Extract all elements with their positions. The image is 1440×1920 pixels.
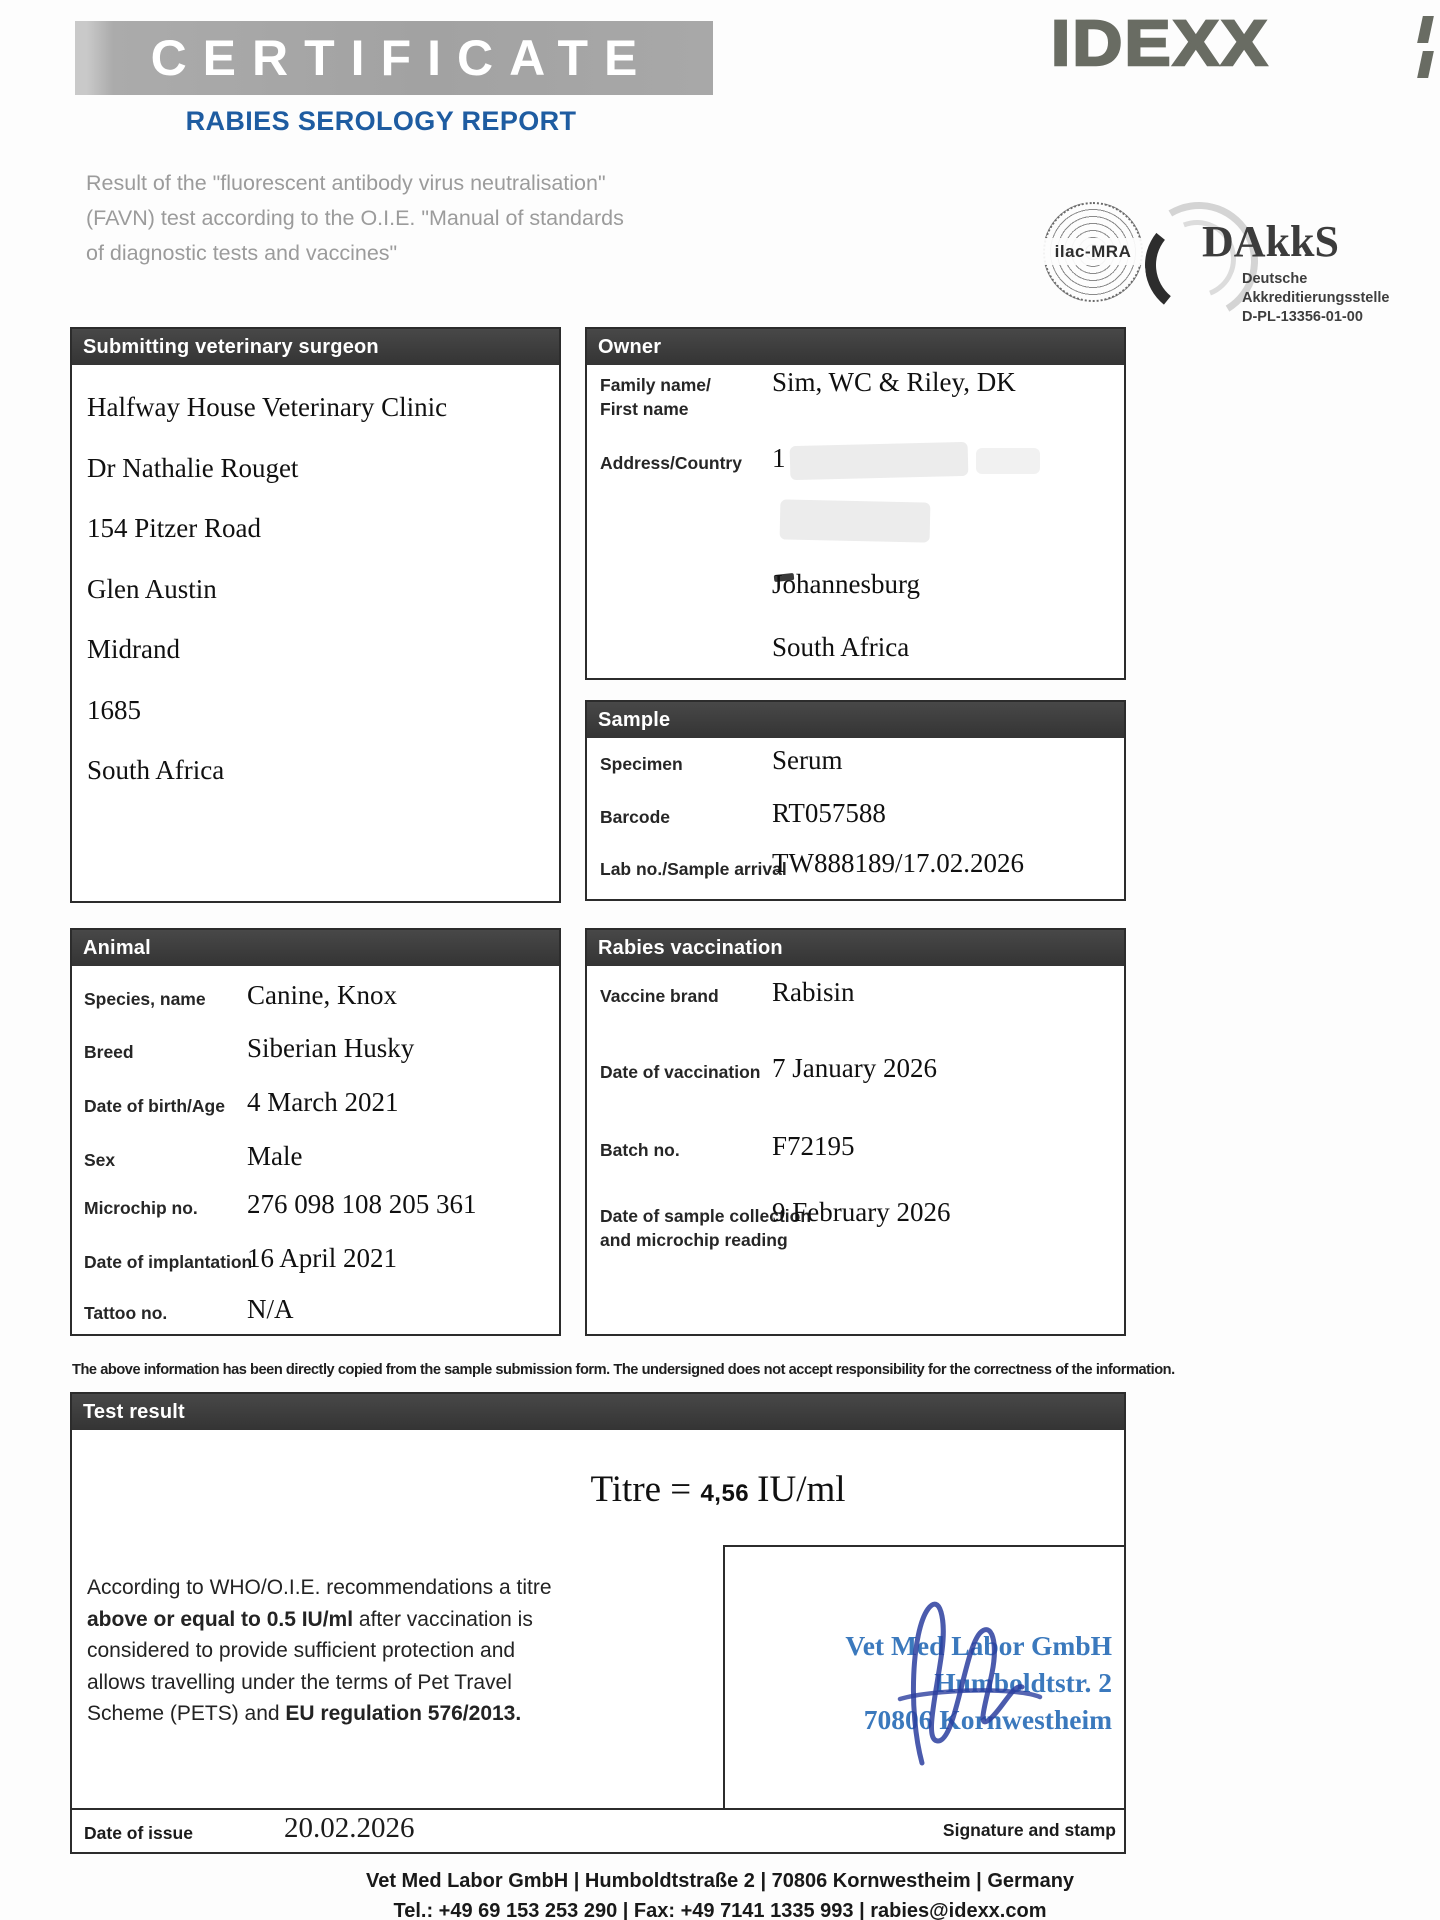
dob-value: 4 March 2021 xyxy=(247,1087,399,1117)
vaccination-date-label: Date of vaccination xyxy=(600,1062,761,1082)
vaccine-brand-label: Vaccine brand xyxy=(600,986,719,1006)
vet-line: Glen Austin xyxy=(87,573,217,604)
labno-label: Lab no./Sample arrival xyxy=(600,859,787,879)
dakks-wordmark: DAkkS xyxy=(1202,217,1339,266)
test-result-box xyxy=(70,1392,1126,1854)
vaccination-box xyxy=(585,928,1126,1336)
vet-line: 1685 xyxy=(87,694,141,725)
intro-paragraph xyxy=(86,166,624,271)
report-subtitle: RABIES SEROLOGY REPORT xyxy=(185,106,577,136)
certificate-title: CERTIFICATE xyxy=(150,30,654,86)
recommendation-paragraph: According to WHO/O.I.E. recommendations a titre above or equal to 0.5 IU/ml after vaccination is considered to provide sufficient protection and allows travelling under the terms of Pet Travel Scheme (PETS) and EU regulation 576/2013. xyxy=(87,1576,552,1725)
implantation-value: 16 April 2021 xyxy=(247,1243,398,1273)
titre-unit: IU/ml xyxy=(757,1469,846,1510)
titre-value: 4,56 xyxy=(700,1480,750,1507)
titre-result xyxy=(192,1468,1244,1511)
test-result-header: Test result xyxy=(72,1394,1124,1430)
microchip-value: 276 098 108 205 361 xyxy=(247,1189,477,1219)
labno-value: TW888189/17.02.2026 xyxy=(772,848,1024,878)
dakks-subtext: Deutsche Akkreditierungsstelle D-PL-13356-01-00 xyxy=(1242,271,1390,325)
species-label: Species, name xyxy=(84,989,206,1009)
footer-contact: Tel.: +49 69 153 253 290 | Fax: +49 7141 1335 993 | rabies@idexx.com xyxy=(393,1900,1047,1920)
barcode-label: Barcode xyxy=(600,807,671,827)
specimen-label: Specimen xyxy=(600,754,683,774)
signature-area xyxy=(723,1545,1124,1808)
vet-line: South Africa xyxy=(87,755,225,785)
implantation-label: Date of implantation xyxy=(84,1252,253,1272)
batch-value: F72195 xyxy=(772,1131,855,1161)
vaccination-header: Rabies vaccination xyxy=(587,930,1124,966)
ilac-mra-label: ilac-MRA xyxy=(1038,238,1148,265)
animal-box xyxy=(70,928,561,1336)
redaction-blob xyxy=(780,499,931,542)
sex-value: Male xyxy=(247,1141,303,1171)
intro-line: of diagnostic tests and vaccines" xyxy=(86,241,398,265)
address-label: Address/Country xyxy=(600,453,742,473)
intro-line: (FAVN) test according to the O.I.E. "Manual of standards xyxy=(86,206,624,230)
date-of-issue-value: 20.02.2026 xyxy=(284,1812,415,1844)
intro-line: Result of the "fluorescent antibody virus neutralisation" xyxy=(86,171,606,195)
vaccine-brand-value: Rabisin xyxy=(772,977,855,1007)
vet-line: Halfway House Veterinary Clinic xyxy=(87,392,448,422)
owner-country: South Africa xyxy=(772,632,910,662)
handwritten-signature xyxy=(894,1591,1044,1771)
breed-value: Siberian Husky xyxy=(247,1033,415,1063)
disclaimer-text: The above information has been directly copied from the sample submission form. The undersigned does not accept responsibility for the correctness of the information. xyxy=(72,1362,1175,1378)
address-redacted-line1: 1 xyxy=(772,443,1040,478)
owner-city: Johannesburg xyxy=(772,569,920,599)
family-name-value: Sim, WC & Riley, DK xyxy=(772,367,1016,397)
redaction-blob xyxy=(976,448,1040,474)
microchip-label: Microchip no. xyxy=(84,1198,198,1218)
lab-footer xyxy=(0,1866,1440,1920)
animal-header: Animal xyxy=(72,930,559,966)
ilac-mra-seal xyxy=(1043,202,1143,302)
redaction-blob xyxy=(789,442,968,480)
date-row-divider xyxy=(72,1808,1124,1810)
breed-label: Breed xyxy=(84,1042,134,1062)
signature-stamp-label: Signature and stamp xyxy=(942,1820,1116,1840)
idexx-logo: IDEXX xyxy=(1051,7,1270,79)
vaccination-date-value: 7 January 2026 xyxy=(772,1053,937,1083)
titre-prefix: Titre = xyxy=(590,1469,701,1510)
page-edge-marks xyxy=(1420,16,1431,86)
batch-label: Batch no. xyxy=(600,1140,680,1160)
owner-header: Owner xyxy=(587,329,1124,365)
certificate-banner xyxy=(75,21,713,95)
dakks-logo xyxy=(1140,198,1410,328)
barcode-value: RT057588 xyxy=(772,798,886,828)
collection-date-value: 9 February 2026 xyxy=(772,1197,951,1227)
dob-label: Date of birth/Age xyxy=(84,1096,225,1116)
date-of-issue-label: Date of issue xyxy=(84,1823,193,1843)
vet-surgeon-address xyxy=(72,365,559,816)
footer-address: Vet Med Labor GmbH | Humboldtstraße 2 | 70806 Kornwestheim | Germany xyxy=(365,1870,1075,1892)
vet-surgeon-header: Submitting veterinary surgeon xyxy=(72,329,559,365)
family-name-label: Family name/ First name xyxy=(600,375,711,419)
lab-stamp: Vet Med Labor GmbH Humboldtstr. 2 70806 Kornwestheim xyxy=(845,1630,1112,1735)
owner-box xyxy=(585,327,1126,680)
tattoo-label: Tattoo no. xyxy=(84,1303,168,1323)
vet-surgeon-box xyxy=(70,327,561,903)
vet-line: Midrand xyxy=(87,634,180,664)
sample-header: Sample xyxy=(587,702,1124,738)
vet-line: 154 Pitzer Road xyxy=(87,513,261,543)
specimen-value: Serum xyxy=(772,745,843,775)
tattoo-value: N/A xyxy=(247,1294,294,1324)
species-value: Canine, Knox xyxy=(247,980,397,1010)
collection-date-label: Date of sample collection and microchip reading xyxy=(600,1206,812,1250)
vet-line: Dr Nathalie Rouget xyxy=(87,452,299,483)
address-redacted-line2 xyxy=(780,501,930,548)
sex-label: Sex xyxy=(84,1150,116,1170)
sample-box xyxy=(585,700,1126,901)
